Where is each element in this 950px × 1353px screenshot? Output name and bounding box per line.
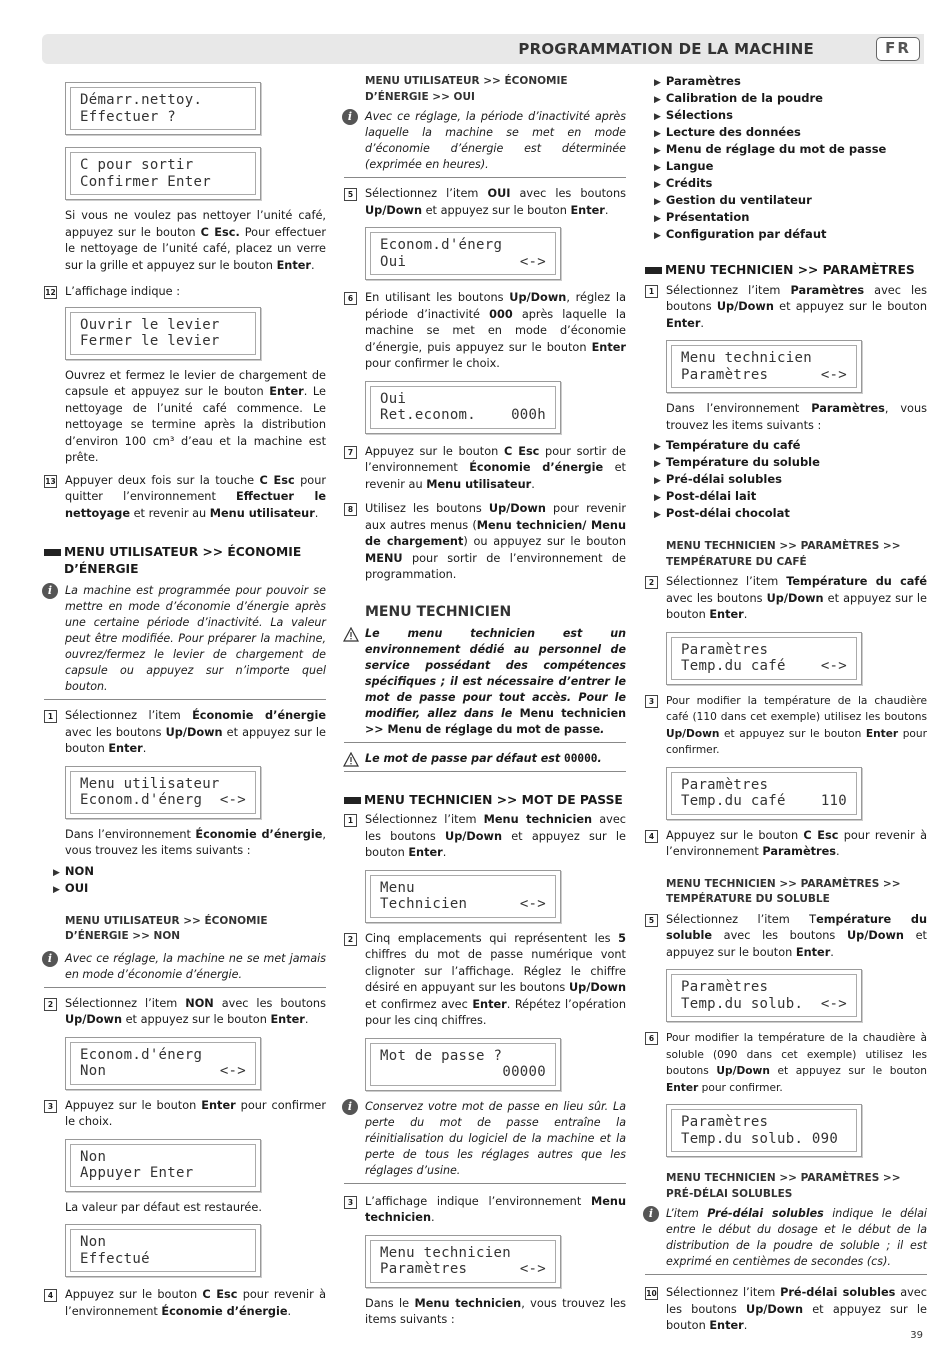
lcd-line: Paramètres xyxy=(681,979,769,995)
info-note: i Avec ce réglage, la machine ne se met jamais en mode d’économie d’énergie. xyxy=(44,951,326,988)
lcd-display xyxy=(666,340,862,393)
page-number: 39 xyxy=(910,1330,923,1341)
step-number: 12 xyxy=(45,288,56,297)
step-3: 3 Appuyez sur le bouton Enter pour confirmer le choix. xyxy=(44,1098,326,1131)
lcd-line: Ouvrir le levier xyxy=(80,316,220,333)
lcd-line: Technicien xyxy=(380,896,468,912)
info-icon: i xyxy=(643,1206,659,1222)
lcd-arrows: <-> xyxy=(519,896,546,912)
warning-note: Le mot de passe par défaut est 00000. xyxy=(344,751,626,772)
bullet-list xyxy=(645,74,927,244)
lcd-display xyxy=(65,147,261,200)
step-number: 5 xyxy=(645,914,658,927)
paragraph: Dans l’environnement Économie d’énergie, vous trouvez les items suivants : xyxy=(65,827,326,857)
lcd-display xyxy=(65,1139,261,1192)
step-4: 4 Appuyez sur le bouton C Esc pour revenir à l’environnement Économie d’énergie. xyxy=(44,1287,326,1320)
section-heading: MENU TECHNICIEN xyxy=(365,603,512,620)
language-badge: FR xyxy=(876,37,920,61)
lcd-line: Fermer le levier xyxy=(80,333,220,349)
step-number: 4 xyxy=(645,830,658,843)
lcd-arrows: <-> xyxy=(219,1063,246,1079)
list-item: ▶ Langue xyxy=(654,159,927,176)
step-7: 7 Appuyez sur le bouton C Esc pour sortir de l’environnement Économie d’énergie et revenir au Menu utilisateur. xyxy=(344,444,626,494)
step-3: 3 L’affichage indique l’environnement Menu technicien. xyxy=(344,1194,626,1227)
lcd-line: Confirmer Enter xyxy=(80,173,211,190)
step-3: 3 Pour modifier la température de la chaudière café (110 dans cet exemple) utilisez les boutons Up/Down et appuyez sur le bouton Enter pour confirmer. xyxy=(645,693,927,759)
step-1: 1 Sélectionnez l’item Paramètres avec les boutons Up/Down et appuyez sur le bouton Enter. xyxy=(645,283,927,333)
lcd-arrows: <-> xyxy=(820,366,847,383)
step-number: 1 xyxy=(645,285,658,298)
info-note: i Conservez votre mot de passe en lieu sûr. La perte du mot de passe entraîne la réinitialisation du logiciel de la machine et la perte de tous les réglages autres que les réglages d’usine. xyxy=(344,1099,626,1184)
lcd-line: Temp.du solub. 090 xyxy=(681,1130,839,1147)
info-icon: i xyxy=(42,583,58,599)
list-item: ▶ Calibration de la poudre xyxy=(654,91,927,108)
lcd-arrows: <-> xyxy=(519,1261,546,1277)
step-2: 2 Cinq emplacements qui représentent les 5 chiffres du mot de passe numérique vont clignoter sur l’affichage. Réglez le chiffre désiré en appuyant sur les boutons Up/Down et confirmez avec Enter. Répétez l’opération pour les cinq chiffres. xyxy=(344,931,626,1030)
step-8: 8 Utilisez les boutons Up/Down pour revenir aux autres menus (Menu technicien/ Menu de chargement) ou appuyez sur le bouton MENU pour sortir de l’environnement de programmation. xyxy=(344,501,626,584)
step-10: 10 Sélectionnez l’item Pré-délai solubles avec les boutons Up/Down et appuyez sur le bouton Enter. xyxy=(646,1286,927,1332)
paragraph: La valeur par défaut est restaurée. xyxy=(65,1200,262,1214)
lcd-line: Temp.du solub. xyxy=(681,995,804,1012)
step-2: 2 Sélectionnez l’item Température du café avec les boutons Up/Down et appuyez sur le bouton Enter. xyxy=(645,574,927,624)
subsection-heading: MENU TECHNICIEN >> PARAMÈTRES >> PRÉ-DÉLAI SOLUBLES xyxy=(666,1172,901,1200)
lcd-display xyxy=(365,1038,561,1091)
paragraph: Dans l’environnement Paramètres, vous trouvez les items suivants : xyxy=(666,402,927,432)
warning-note: Le menu technicien est un environnement dédié au personnel de service possédant des compétences spécifiques ; il est nécessaire d’entrer le mot de passe pour tout accès. Pour le modifier, allez dans le Menu technicien >> Menu de réglage du mot de passe. xyxy=(344,626,626,743)
paragraph: Ouvrez et fermez le levier de chargement de capsule et appuyez sur le bouton Enter. Le nettoyage de l’unité café commence. Le nettoyage se termine après la distribution d’environ 100 cm³ d’eau et la machine est prête. xyxy=(65,368,326,464)
list-item: ▶ NON xyxy=(53,864,326,881)
list-item: ▶ Post-délai chocolat xyxy=(654,506,927,523)
lcd-line: Démarr.nettoy. xyxy=(80,92,203,108)
column-3 xyxy=(645,72,927,1335)
subsection-heading: MENU TECHNICIEN >> PARAMÈTRES >> TEMPÉRATURE DU SOLUBLE xyxy=(666,877,901,905)
list-item: ▶ Post-délai lait xyxy=(654,489,927,506)
lcd-line: Effectuer ? xyxy=(80,108,177,125)
step-number: 8 xyxy=(344,503,357,516)
step-number: 13 xyxy=(45,476,56,486)
lcd-line: Menu xyxy=(380,879,415,896)
lcd-line: Non xyxy=(80,1063,107,1079)
lcd-display xyxy=(365,381,561,434)
lcd-line: Econom.d'énerg xyxy=(80,1046,203,1063)
list-item: ▶ Lecture des données xyxy=(654,125,927,142)
step-number: 3 xyxy=(645,695,658,708)
section-heading: MENU UTILISATEUR >> ÉCONOMIE D’ÉNERGIE xyxy=(44,544,326,577)
lcd-display xyxy=(365,870,561,923)
list-item: ▶ Configuration par défaut xyxy=(654,227,927,244)
lcd-arrows: <-> xyxy=(820,658,847,674)
lcd-line: Paramètres xyxy=(681,1114,769,1130)
lcd-display xyxy=(666,767,862,820)
step-number: 2 xyxy=(344,933,357,946)
step-number: 6 xyxy=(645,1032,658,1045)
lcd-display xyxy=(365,227,561,280)
list-item: ▶ Gestion du ventilateur xyxy=(654,193,927,210)
lcd-line: Non xyxy=(80,1234,107,1250)
info-icon: i xyxy=(42,951,58,967)
section-heading: MENU TECHNICIEN >> PARAMÈTRES xyxy=(645,262,927,279)
step-number: 1 xyxy=(44,710,57,723)
lcd-line: Temp.du café xyxy=(681,658,786,674)
info-note: i Avec ce réglage, la période d’inactivité après laquelle la machine se met en mode d’économie d’énergie est déterminée (exprimée en heures). xyxy=(344,109,626,178)
lcd-display xyxy=(65,307,261,360)
list-item: ▶ Sélections xyxy=(654,108,927,125)
step-5: 5 Sélectionnez l’item OUI avec les boutons Up/Down et appuyez sur le bouton Enter. xyxy=(344,186,626,219)
info-note: i L’item Pré-délai solubles indique le délai entre le début du dosage et le début de la distribution de la poudre de soluble ; il est exprimé en centièmes de secondes (cs). xyxy=(645,1206,927,1275)
warning-icon xyxy=(343,627,359,642)
lcd-line: Menu technicien xyxy=(380,1244,511,1261)
step-number: 5 xyxy=(344,188,357,201)
column-1 xyxy=(44,72,326,1320)
list-item: ▶ Menu de réglage du mot de passe xyxy=(654,142,927,159)
step-number: 3 xyxy=(44,1100,57,1113)
step-6: 6 En utilisant les boutons Up/Down, réglez la période d’inactivité 000 après laquelle la machine se met en mode d’économie d’énergie, puis appuyez sur le bouton Enter pour confirmer le choix. xyxy=(344,290,626,373)
list-item: ▶ Pré-délai solubles xyxy=(654,472,927,489)
lcd-line: Effectué xyxy=(80,1250,150,1267)
step-6: 6 Pour modifier la température de la chaudière à soluble (090 dans cet exemple) utilisez les boutons Up/Down et appuyez sur le bouton Enter pour confirmer. xyxy=(645,1030,927,1096)
list-item: ▶ Température du café xyxy=(654,438,927,455)
lcd-line: Paramètres xyxy=(681,641,769,658)
list-item: ▶ Crédits xyxy=(654,176,927,193)
lcd-arrows: <-> xyxy=(820,995,847,1012)
step-13: 13 Appuyer deux fois sur la touche C Esc pour quitter l’environnement Effectuer le nettoyage et revenir au Menu utilisateur. xyxy=(45,473,326,520)
lcd-line: Oui xyxy=(380,390,407,407)
info-icon: i xyxy=(342,109,358,125)
lcd-line: Ret.econom. xyxy=(380,407,477,423)
lcd-line: C pour sortir xyxy=(80,157,194,173)
bullet-list xyxy=(645,438,927,523)
step-number: 7 xyxy=(344,446,357,459)
lcd-value: 110 xyxy=(820,793,847,809)
lcd-value: 00000 xyxy=(502,1064,546,1080)
lcd-line: Menu utilisateur xyxy=(80,775,220,792)
lcd-display xyxy=(666,1104,862,1157)
list-item: ▶ OUI xyxy=(53,881,326,898)
lcd-display xyxy=(666,632,862,685)
lcd-line: Paramètres xyxy=(380,1261,468,1277)
lcd-line: Mot de passe ? xyxy=(380,1047,503,1064)
lcd-line: Appuyer Enter xyxy=(80,1165,194,1181)
step-1: 1 Sélectionnez l’item Menu technicien avec les boutons Up/Down et appuyez sur le bouton Enter. xyxy=(344,812,626,862)
lcd-value: 000h xyxy=(511,407,546,423)
lcd-line: Menu technicien xyxy=(681,350,812,366)
lcd-display xyxy=(65,82,261,135)
step-number: 1 xyxy=(344,814,357,827)
lcd-line: Temp.du café xyxy=(681,793,786,809)
step-number: 4 xyxy=(44,1289,57,1302)
subsection-heading: MENU TECHNICIEN >> PARAMÈTRES >> TEMPÉRATURE DU CAFÉ xyxy=(666,540,901,568)
step-2: 2 Sélectionnez l’item NON avec les boutons Up/Down et appuyez sur le bouton Enter. xyxy=(44,996,326,1029)
step-number: 3 xyxy=(344,1196,357,1209)
section-heading: MENU TECHNICIEN >> MOT DE PASSE xyxy=(344,792,626,809)
step-number: 10 xyxy=(646,1289,657,1298)
paragraph: Dans le Menu technicien, vous trouvez les items suivants : xyxy=(365,1296,626,1326)
step-number: 2 xyxy=(44,998,57,1011)
lcd-line: Paramètres xyxy=(681,776,769,793)
lcd-display xyxy=(365,1235,561,1288)
bullet-list xyxy=(44,864,326,898)
step-1: 1 Sélectionnez l’item Économie d’énergie avec les boutons Up/Down et appuyez sur le bouton Enter. xyxy=(44,708,326,758)
column-2 xyxy=(344,72,626,1329)
list-item: ▶ Paramètres xyxy=(654,74,927,91)
lcd-line: Econom.d'énerg xyxy=(80,792,203,808)
lcd-display xyxy=(65,766,261,819)
step-number: 6 xyxy=(344,292,357,305)
lcd-arrows: <-> xyxy=(219,792,246,808)
step-5: 5 Sélectionnez l’item Température du soluble avec les boutons Up/Down et appuyez sur le bouton Enter. xyxy=(645,912,927,962)
lcd-line: Econom.d'énerg xyxy=(380,237,503,253)
step-number: 2 xyxy=(645,576,658,589)
warning-icon xyxy=(343,752,359,767)
lcd-arrows: <-> xyxy=(519,253,546,270)
info-note: i La machine est programmée pour pouvoir se mettre en mode d’économie d’énergie après une certaine période d’inactivité. La valeur peut être modifiée. Pour préparer la machine, ouvrez/fermez le levier de chargement de capsule ou appuyez sur n’importe quel bouton. xyxy=(44,583,326,700)
list-item: ▶ Présentation xyxy=(654,210,927,227)
lcd-line: Non xyxy=(80,1148,107,1165)
lcd-display xyxy=(65,1037,261,1090)
subsection-heading: MENU UTILISATEUR >> ÉCONOMIE D’ÉNERGIE >> NON xyxy=(65,914,268,942)
step-4: 4 Appuyez sur le bouton C Esc pour revenir à l’environnement Paramètres. xyxy=(645,828,927,861)
page-header xyxy=(42,34,924,64)
page-title: PROGRAMMATION DE LA MACHINE xyxy=(518,40,814,58)
lcd-line: Paramètres xyxy=(681,366,769,383)
lcd-line: Oui xyxy=(380,253,407,270)
list-item: ▶ Température du soluble xyxy=(654,455,927,472)
info-icon: i xyxy=(342,1099,358,1115)
subsection-heading: MENU UTILISATEUR >> ÉCONOMIE D’ÉNERGIE >> OUI xyxy=(365,75,568,103)
lcd-display xyxy=(65,1224,261,1277)
paragraph: Si vous ne voulez pas nettoyer l’unité café, appuyez sur le bouton C Esc. Pour effectuer le nettoyage de l’unité café, placez un verre sur la grille et appuyez sur le bouton Enter. xyxy=(65,209,326,272)
lcd-display xyxy=(666,969,862,1022)
step-12: 12 L’affichage indique : xyxy=(45,285,181,298)
